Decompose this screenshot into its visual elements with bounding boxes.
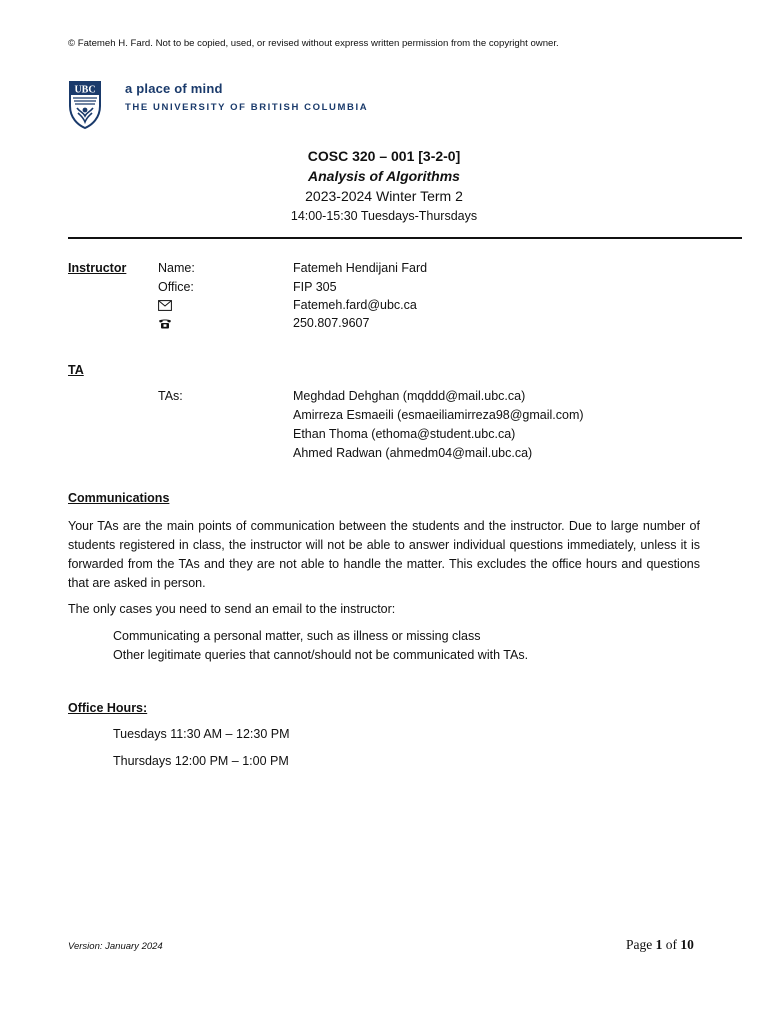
telephone-icon [158, 318, 172, 329]
ta-list-item: Meghdad Dehghan (mqddd@mail.ubc.ca) [293, 389, 526, 403]
page-of: of [665, 937, 677, 952]
instructor-office: FIP 305 [293, 280, 337, 294]
ta-list-item: Ahmed Radwan (ahmedm04@mail.ubc.ca) [293, 446, 533, 460]
course-code: COSC 320 – 001 [3-2-0] [307, 148, 461, 164]
instructor-phone[interactable]: 250.807.9607 [293, 316, 370, 330]
page-number [626, 937, 694, 953]
email-cases-intro: The only cases you need to send an email to the instructor: [68, 602, 396, 616]
course-schedule: 14:00-15:30 Tuesdays-Thursdays [290, 209, 478, 223]
page-total: 10 [680, 937, 694, 952]
page-word: Page [626, 937, 653, 952]
office-hours-slot: Thursdays 12:00 PM – 1:00 PM [113, 754, 289, 768]
ta-heading: TA [68, 363, 84, 377]
email-case-item: Other legitimate queries that cannot/should not be communicated with TAs. [113, 648, 529, 662]
logo-text: UBC [74, 84, 96, 96]
office-hours-slot: Tuesdays 11:30 AM – 12:30 PM [113, 727, 290, 741]
ta-list-item: Ethan Thoma (ethoma@student.ubc.ca) [293, 427, 516, 441]
office-hours-heading: Office Hours: [68, 701, 148, 715]
envelope-icon [158, 300, 172, 311]
page-current: 1 [655, 937, 663, 952]
ubc-logo [68, 80, 102, 130]
instructor-email[interactable]: Fatemeh.fard@ubc.ca [293, 298, 417, 312]
email-case-item: Communicating a personal matter, such as illness or missing class [113, 629, 481, 643]
course-title: Analysis of Algorithms [308, 168, 460, 184]
copyright-notice: © Fatemeh H. Fard. Not to be copied, used, or revised without express written permission from the copyright owner. [68, 38, 559, 49]
logo-tagline: a place of mind [125, 81, 223, 96]
instructor-name: Fatemeh Hendijani Fard [293, 261, 428, 275]
tas-label: TAs: [158, 389, 183, 403]
communications-heading: Communications [68, 491, 170, 505]
header-divider [68, 237, 742, 239]
version-label: Version: January 2024 [68, 941, 163, 952]
university-name: THE UNIVERSITY OF BRITISH COLUMBIA [125, 102, 369, 113]
instructor-heading: Instructor [68, 261, 127, 275]
ubc-crest-icon [68, 80, 102, 130]
course-term: 2023-2024 Winter Term 2 [305, 188, 463, 204]
name-label: Name: [158, 261, 195, 275]
communications-paragraph: Your TAs are the main points of communication between the students and the instructor. Due to large number of students registered in class, the instructor will not be able to answer individual questions immediately, unless it is forwarded from the TAs and they are not able to handle the matter. This excludes the office hours and questions that are asked in person. [68, 519, 700, 590]
ta-list-item: Amirreza Esmaeili (esmaeiliamirreza98@gmail.com) [293, 408, 584, 422]
office-label: Office: [158, 280, 194, 294]
